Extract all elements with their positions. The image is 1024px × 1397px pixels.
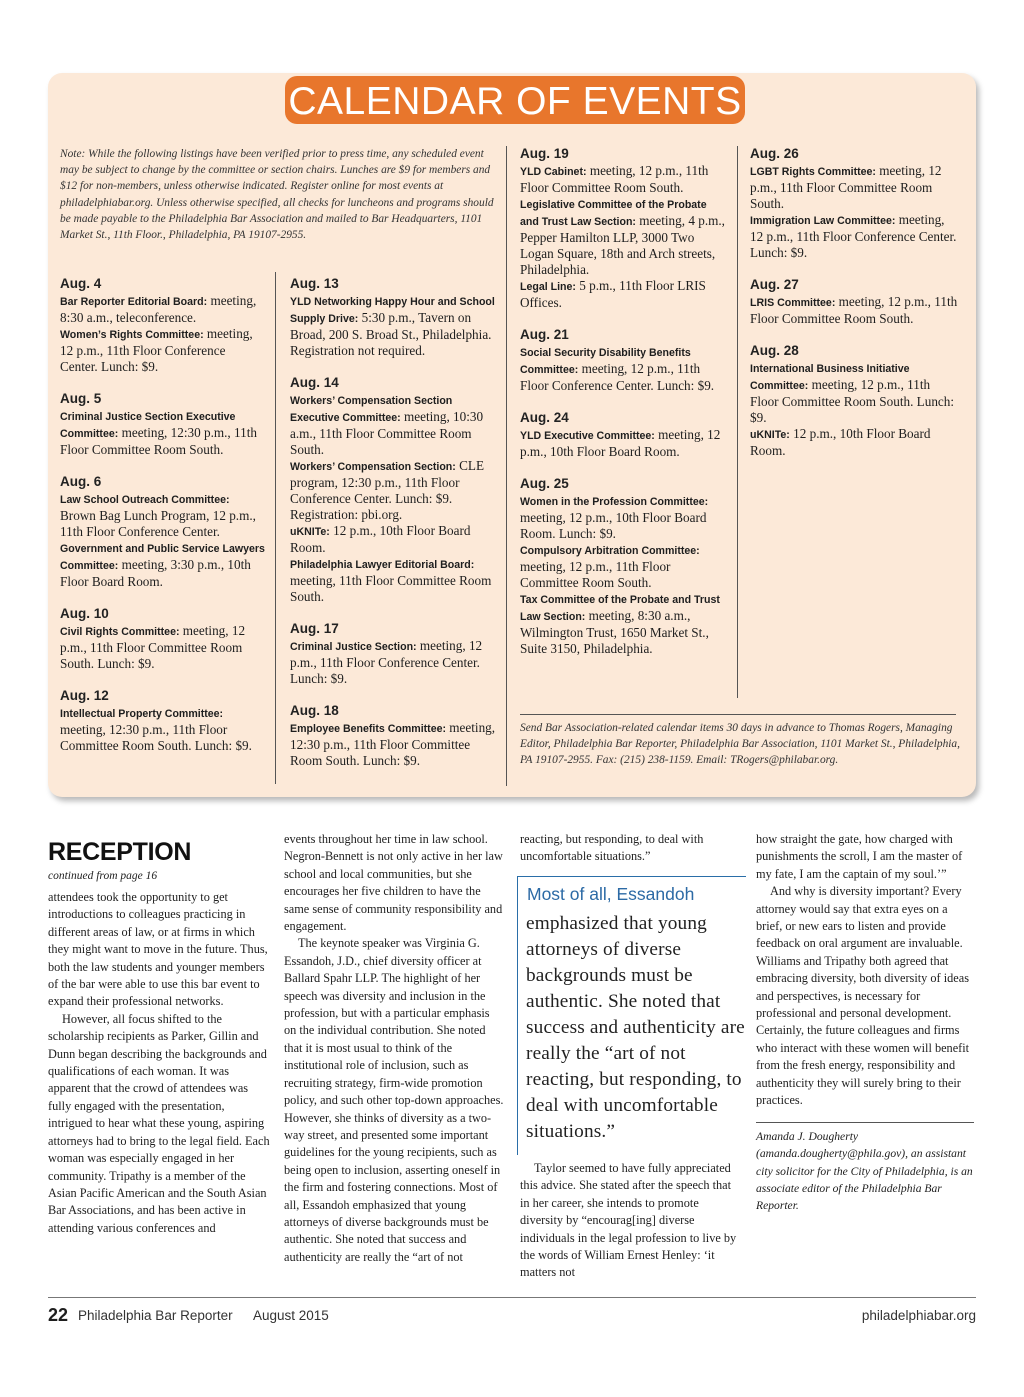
calendar-day (60, 688, 266, 754)
calendar-event (290, 638, 498, 687)
event-details: meeting, 12:30 p.m., 11th Floor Committee Room South. Lunch: $9. (290, 720, 496, 768)
calendar-event (290, 458, 498, 523)
paragraph: The keynote speaker was Virginia G. Essandoh, J.D., chief diversity officer at Ballard Spahr LLP. The highlight of her speech was diversity and inclusion in the profession, but with a particular emphasis on the individual contribution. She noted that it is most usual to think of the institutional role of inclusion, such as recruiting strategy, firm-wide promotion policy, and such other top-down approaches. However, she thinks of diversity as a two-way street, and presented some important guidelines for the young recipients, such as being open to inclusion, asserting oneself in the firm and fostering connections. Most of all, Essandoh emphasized that young attorneys of diverse backgrounds must be authentic. She noted that success and authenticity are really the “art of not (284, 936, 504, 1264)
event-name: Workers’ Compensation Section: (290, 461, 456, 473)
event-name: Intellectual Property Committee: (60, 708, 224, 720)
calendar-date: Aug. 24 (520, 410, 569, 425)
calendar-date: Aug. 21 (520, 327, 569, 342)
event-details: meeting, 12 p.m., 10th Floor Board Room. (520, 427, 721, 459)
article-title: RECEPTION (48, 838, 192, 866)
paragraph: how straight the gate, how charged with punishments the scroll, I am the master of my fate, I am the captain of my soul.’” (756, 832, 963, 881)
event-name: Legal Line: (520, 281, 576, 293)
calendar-column-2 (290, 276, 498, 785)
calendar-event (60, 408, 266, 458)
calendar-event (60, 623, 266, 672)
calendar-day (60, 474, 266, 590)
article-column-1 (48, 889, 270, 1237)
paragraph: events throughout her time in law school. Negron-Bennett is not only active in her law school and local communities, but she encourages her five children to have the same sense of community responsibility and engagement. (284, 832, 503, 934)
event-name: Women in the Profession Committee: (520, 496, 709, 508)
event-name: YLD Executive Committee: (520, 430, 655, 442)
calendar-note: Note: While the following listings have been verified prior to press time, any scheduled event may be subject to change by the committee or section chairs. Lunches are $9 for members and $12 for non-members, unless otherwise indicated. Register online for most events at philadelphiabar.org. Unless otherwise specified, all checks for luncheons and programs should be made payable to the Philadelphia Bar Association and mailed to Bar Headquarters, 1101 Market St., 11th Floor., Philadelphia, PA 19107-2955. (60, 148, 494, 242)
submission-note: Send Bar Association-related calendar items 30 days in advance to Thomas Rogers, Managing Editor, Philadelphia Bar Reporter, Philadelphia Bar Association, 1101 Market St., Philadelphia, PA 19107-2955. Fax: (215) 238-1159. Email: TRogers@philabar.org. (520, 722, 960, 767)
calendar-event (520, 427, 727, 460)
calendar-column-4 (750, 146, 960, 475)
article-column-3-bottom (520, 1160, 738, 1282)
paragraph: However, all focus shifted to the scholarship recipients as Parker, Gillin and Dunn began describing the backgrounds and qualifications of each woman. It was apparent that the crowd of attendees was fully engaged with the presentation, intrigued to hear what these young, aspiring attorneys had to bring to the legal field. Each woman was especially engaged in her community. Tripathy is a member of the Asian Pacific American and the South Asian Bar Associations, and has been active in attending various conferences and (48, 1011, 270, 1235)
calendar-event (290, 392, 498, 458)
calendar-date: Aug. 19 (520, 146, 569, 161)
page-number: 22 (48, 1305, 69, 1325)
event-details: meeting, 4 p.m., Pepper Hamilton LLP, 3000 Two Logan Square, 18th and Arch streets, Philadelphia. (520, 213, 725, 277)
paragraph: attendees took the opportunity to get introductions to colleagues practicing in different areas of law, or at firms in which they might want to move in the future. Thus, both the law students and younger members of the bar were able to use this bar event to expand their professional networks. (48, 890, 268, 1009)
calendar-column-3 (520, 146, 727, 673)
event-name: Workers’ Compensation Section Executive Committee: (290, 395, 453, 424)
event-details: meeting, 12 p.m., 11th Floor Conference Center. Lunch: $9. (520, 361, 715, 393)
calendar-event (60, 705, 266, 754)
author-note: Amanda J. Dougherty (amanda.dougherty@phila.gov), an assistant city solicitor for the City of Philadelphia, is an associate editor of the Philadelphia Bar Reporter. (756, 1130, 973, 1213)
event-name: Law School Outreach Committee: (60, 494, 230, 506)
calendar-date: Aug. 4 (60, 276, 102, 291)
column-divider (275, 272, 276, 784)
calendar-date: Aug. 5 (60, 391, 102, 406)
event-name: Criminal Justice Section Executive Committee: (60, 411, 236, 440)
calendar-event (520, 591, 727, 657)
calendar-event (290, 720, 498, 769)
website-link[interactable]: philadelphiabar.org (861, 1308, 976, 1323)
calendar-event (520, 542, 727, 591)
calendar-date: Aug. 18 (290, 703, 339, 718)
paragraph: Taylor seemed to have fully appreciated this advice. She stated after the speech that in her career, she intends to promote diversity by “encourag[ing] diverse individuals in the legal profession to live by the words of William Ernest Henley: ‘it matters not (520, 1161, 737, 1280)
event-name: Employee Benefits Committee: (290, 723, 446, 735)
event-details: meeting, 12 p.m., 10th Floor Board Room. Lunch: $9. (520, 510, 707, 541)
event-name: Legislative Committee of the Probate and Trust Law Section: (520, 199, 707, 228)
calendar-date: Aug. 27 (750, 277, 799, 292)
event-details: meeting, 12 p.m., 11th Floor Committee Room South. (750, 294, 958, 326)
event-name: LGBT Rights Committee: (750, 166, 876, 178)
calendar-date: Aug. 14 (290, 375, 339, 390)
event-details: meeting, 10:30 a.m., 11th Floor Committee Room South. (290, 409, 484, 457)
calendar-day (520, 146, 727, 311)
column-divider (737, 146, 738, 698)
calendar-event (60, 491, 266, 540)
event-details: meeting, 12 p.m., 11th Floor Committee Room South. (750, 163, 942, 211)
calendar-event (520, 196, 727, 278)
calendar-day (60, 606, 266, 672)
calendar-date: Aug. 28 (750, 343, 799, 358)
event-name: YLD Networking Happy Hour and School Supply Drive: (290, 296, 495, 325)
event-details: 12 p.m., 10th Floor Board Room. (290, 523, 471, 555)
event-name: uKNITe: (290, 526, 330, 538)
event-name: Tax Committee of the Probate and Trust Law Section: (520, 594, 720, 623)
pull-quote-lead: Most of all, Essandoh (527, 884, 695, 904)
article-column-3-top (520, 831, 738, 866)
event-name: Women’s Rights Committee: (60, 329, 204, 341)
event-name: Civil Rights Committee: (60, 626, 180, 638)
event-name: Criminal Justice Section: (290, 641, 417, 653)
calendar-event (290, 293, 498, 359)
calendar-event (750, 163, 960, 212)
calendar-date: Aug. 26 (750, 146, 799, 161)
calendar-day (290, 375, 498, 605)
calendar-event (290, 556, 498, 605)
event-name: uKNITe: (750, 429, 790, 441)
event-name: YLD Cabinet: (520, 166, 587, 178)
column-divider (506, 146, 507, 786)
publication-name: Philadelphia Bar Reporter (78, 1308, 233, 1323)
event-name: International Business Initiative Committee: (750, 363, 910, 392)
calendar-event (750, 294, 960, 327)
event-details: CLE program, 12:30 p.m., 11th Floor Conference Center. Lunch: $9. Registration: pbi.org. (290, 458, 485, 522)
divider-rule (520, 714, 956, 715)
calendar-event (60, 326, 266, 375)
article-column-2 (284, 831, 504, 1266)
event-name: Philadelphia Lawyer Editorial Board: (290, 559, 475, 571)
continued-from: continued from page 16 (48, 870, 158, 882)
paragraph: And why is diversity important? Every attorney would say that extra eyes on a brief, or new ears to listen and provide feedback on oral argument are invaluable. Williams and Tripathy both agreed that embracing diversity, both diversity of ideas and perspectives, is necessary for professional and personal development. Certainly, the future colleagues and firms who interact with these women will benefit from the fresh energy, responsibility and authenticity they will surely bring to their practices. (756, 884, 970, 1108)
calendar-event (60, 540, 266, 590)
paragraph: reacting, but responding, to deal with uncomfortable situations.” (520, 832, 704, 864)
event-details: meeting, 8:30 a.m., Wilmington Trust, 1650 Market St., Suite 3150, Philadelphia. (520, 608, 709, 656)
event-details: meeting, 12 p.m., 11th Floor Committee Room South. Lunch: $9. (60, 623, 246, 671)
event-details: Brown Bag Lunch Program, 12 p.m., 11th Floor Conference Center. (60, 508, 256, 539)
calendar-day (290, 703, 498, 769)
calendar-date: Aug. 6 (60, 474, 102, 489)
calendar-column-1 (60, 276, 266, 770)
event-details: meeting, 3:30 p.m., 10th Floor Board Room. (60, 557, 251, 589)
event-details: meeting, 12 p.m., 11th Floor Committee Room South. (520, 559, 671, 590)
event-details: meeting, 12:30 p.m., 11th Floor Committee Room South. (60, 425, 257, 457)
event-details: meeting, 8:30 a.m., teleconference. (60, 293, 257, 325)
event-details: meeting, 12 p.m., 11th Floor Committee Room South. Lunch: $9. (750, 377, 955, 425)
calendar-day (520, 327, 727, 394)
calendar-event (520, 278, 727, 311)
calendar-date: Aug. 12 (60, 688, 109, 703)
event-details: meeting, 12 p.m., 11th Floor Conference Center. Lunch: $9. (60, 326, 253, 374)
event-details: 12 p.m., 10th Floor Board Room. (750, 426, 931, 458)
calendar-date: Aug. 17 (290, 621, 339, 636)
calendar-day (290, 621, 498, 687)
event-name: Immigration Law Committee: (750, 215, 896, 227)
event-details: meeting, 12 p.m., 11th Floor Committee Room South. (520, 163, 709, 195)
calendar-day (750, 146, 960, 261)
calendar-day (60, 276, 266, 375)
pull-quote: emphasized that young attorneys of diverse backgrounds must be authentic. She noted that success and authenticity are really the “art of not reacting, but responding, to deal with uncomfortable situations.” (526, 913, 745, 1142)
event-details: meeting, 12:30 p.m., 11th Floor Committee Room South. Lunch: $9. (60, 722, 252, 753)
article-column-4 (756, 831, 976, 1110)
calendar-event (750, 212, 960, 261)
event-name: Government and Public Service Lawyers Committee: (60, 543, 265, 572)
event-name: LRIS Committee: (750, 297, 836, 309)
event-details: 5 p.m., 11th Floor LRIS Offices. (520, 278, 706, 310)
calendar-day (520, 410, 727, 460)
calendar-day (290, 276, 498, 359)
event-name: Bar Reporter Editorial Board: (60, 296, 208, 308)
calendar-day (750, 343, 960, 459)
issue-date: August 2015 (253, 1308, 329, 1323)
calendar-event (750, 360, 960, 426)
divider-rule (756, 1122, 974, 1123)
event-details: meeting, 11th Floor Committee Room South. (290, 573, 492, 604)
event-name: Social Security Disability Benefits Committee: (520, 347, 691, 376)
calendar-day (750, 277, 960, 327)
calendar-title: CALENDAR OF EVENTS (285, 76, 745, 124)
event-details: meeting, 12 p.m., 11th Floor Conference Center. Lunch: $9. (290, 638, 483, 686)
calendar-event (520, 493, 727, 542)
calendar-event (290, 523, 498, 556)
calendar-event (60, 293, 266, 326)
calendar-day (520, 476, 727, 657)
calendar-event (750, 426, 960, 459)
event-name: Compulsory Arbitration Committee: (520, 545, 700, 557)
event-details: meeting, 12 p.m., 11th Floor Conference Center. Lunch: $9. (750, 212, 957, 260)
calendar-event (520, 344, 727, 394)
footer-rule (48, 1297, 976, 1298)
calendar-event (520, 163, 727, 196)
calendar-date: Aug. 25 (520, 476, 569, 491)
calendar-day (60, 391, 266, 458)
event-details: 5:30 p.m., Tavern on Broad, 200 S. Broad St., Philadelphia. Registration not required. (290, 310, 492, 358)
calendar-date: Aug. 13 (290, 276, 339, 291)
calendar-date: Aug. 10 (60, 606, 109, 621)
